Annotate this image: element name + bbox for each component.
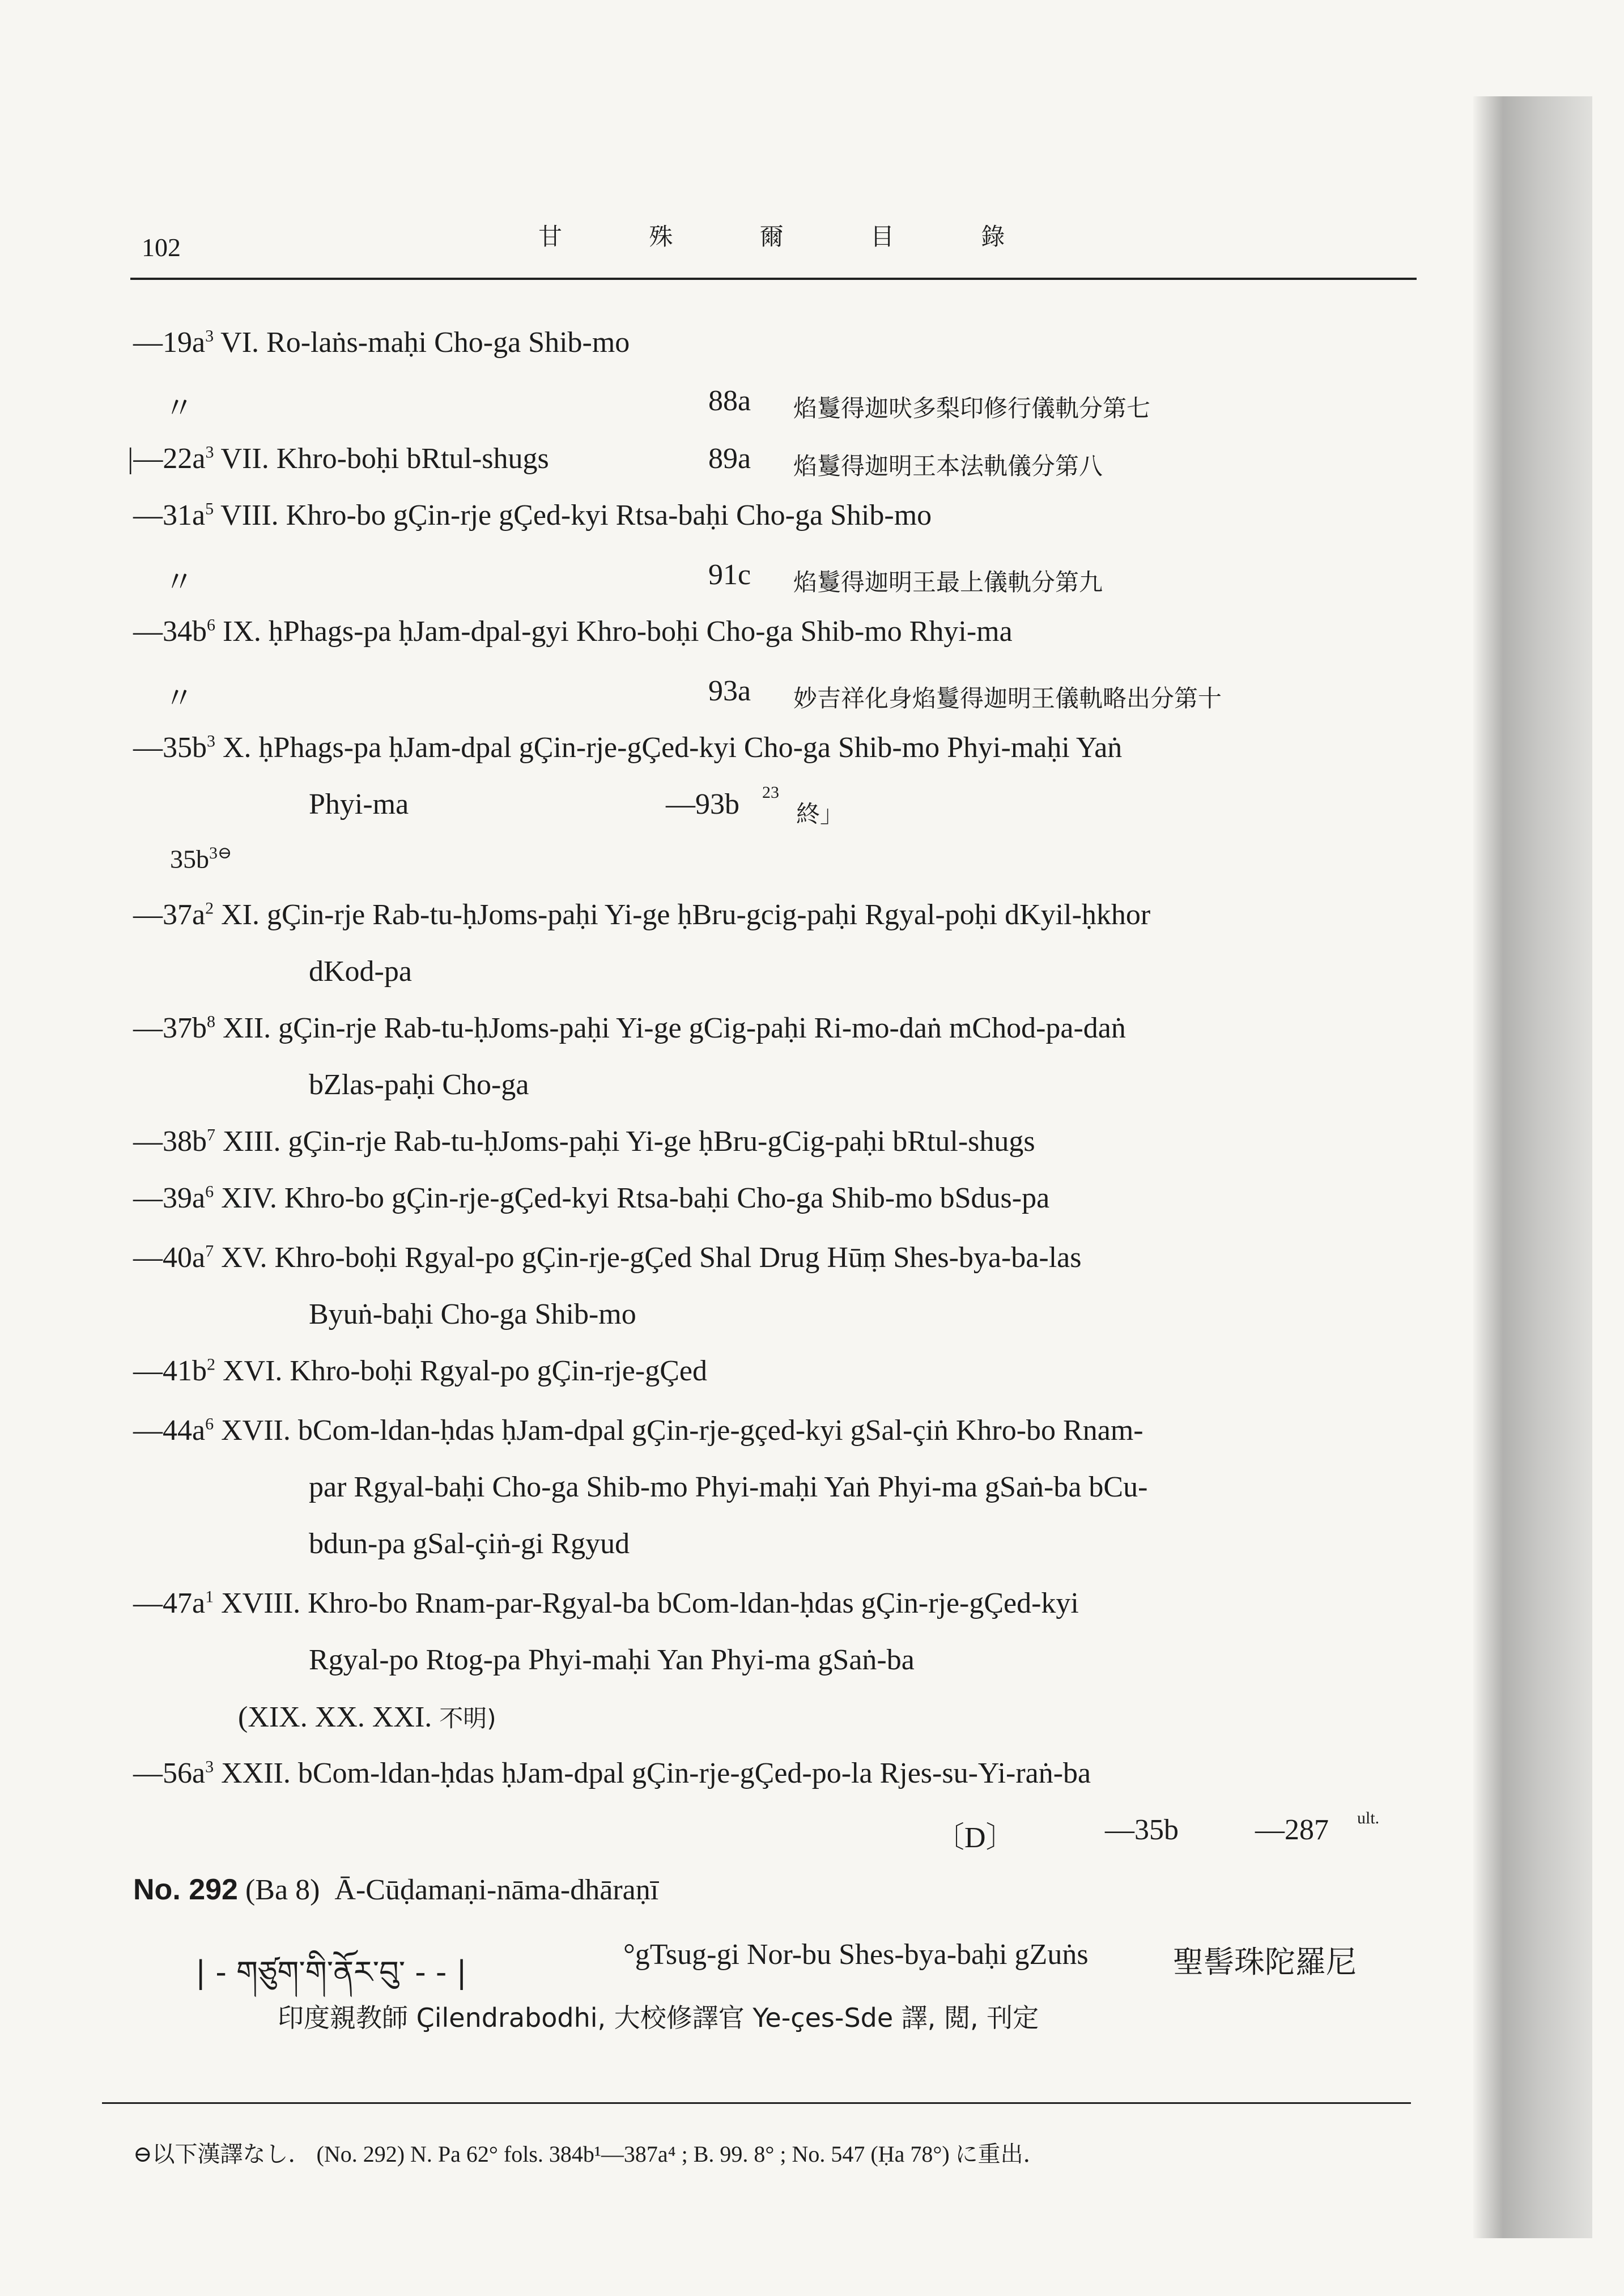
entry-xxii: $—56a^3$ XXII. bCom-ldan-ḥdas ḥJam-dpal gÇin-rje-gÇed-po-la Rjes-su-Yi-raṅ-ba	[133, 1757, 1091, 1789]
entry-xvii-cont-2: bdun-pa gSal-çiṅ-gi Rgyud	[309, 1528, 630, 1560]
entry-ix-cn: 〃 93a 妙吉祥化身焰鬘得迦明王儀軌略出分第十	[164, 675, 1222, 715]
entry-x-cont: Phyi-ma —93b 23 終」	[309, 783, 844, 828]
page-number: 102	[142, 233, 181, 262]
footnote-marker-line: $35b^{3⊖}$	[170, 844, 232, 874]
entry-xvi: $—41b^2$ XVI. Khro-boḥi Rgyal-po gÇin-rje-gÇed	[133, 1355, 707, 1387]
footnote-rule	[102, 2102, 1411, 2104]
no292-heading-line: No. 292 (Ba 8) Ā-Cūḍamaṇi-nāma-dhāraṇī	[133, 1873, 659, 1906]
no292-translit: °gTsug-gi Nor-bu Shes-bya-baḥi gZuṅs	[623, 1938, 1089, 1971]
entry-xii: $—37b^8$ XII. gÇin-rje Rab-tu-ḥJoms-paḥi Yi-ge gCig-paḥi Ri-mo-daṅ mChod-pa-daṅ	[133, 1012, 1126, 1044]
no292-cn-title: 聖髻珠陀羅尼	[1173, 1944, 1357, 1980]
entry-xii-cont: bZlas-paḥi Cho-ga	[309, 1069, 529, 1101]
entry-vii: $|—22a^3$ VII. Khro-boḥi bRtul-shugs 89a 焰鬘得迦明王本法軌儀分第八	[127, 443, 1103, 480]
no292-tibetan-line: | - གཙུག་གི་ནོར་བུ་ - - |	[195, 1954, 467, 1990]
entry-xvii-cont-1: par Rgyal-baḥi Cho-ga Shib-mo Phyi-maḥi Yaṅ Phyi-ma gSaṅ-ba bCu-	[309, 1471, 1148, 1503]
entry-xiii: $—38b^7$ XIII. gÇin-rje Rab-tu-ḥJoms-paḥi Yi-ge ḥBru-gCig-paḥi bRtul-shugs	[133, 1125, 1035, 1158]
entry-xiv: $—39a^6$ XIV. Khro-bo gÇin-rje-gÇed-kyi Rtsa-baḥi Cho-ga Shib-mo bSdus-pa	[133, 1182, 1050, 1214]
entries-unknown: (XIX. XX. XXI. 不明)	[238, 1701, 496, 1733]
entry-ix: $—34b^6$ IX. ḥPhags-pa ḥJam-dpal-gyi Khro-boḥi Cho-ga Shib-mo Rhyi-ma	[133, 615, 1013, 648]
no292-translators: 印度親教師 Çilendrabodhi, 大校修譯官 Ye-çes-Sde 譯, 閲, 刊定	[278, 2002, 1039, 2033]
entry-xviii-cont: Rgyal-po Rtog-pa Phyi-maḥi Yan Phyi-ma gSaṅ-ba	[309, 1644, 915, 1676]
entry-xviii: $—47a^1$ XVIII. Khro-bo Rnam-par-Rgyal-ba bCom-ldan-ḥdas gÇin-rje-gÇed-kyi	[133, 1587, 1079, 1619]
entry-xxii-refs: 〔D〕 —35b —287 ult.	[935, 1809, 1380, 1854]
entry-viii: $—31a^5$ VIII. Khro-bo gÇin-rje gÇed-kyi Rtsa-baḥi Cho-ga Shib-mo	[133, 499, 932, 532]
scan-edge	[1473, 96, 1592, 2238]
header-rule	[130, 278, 1417, 280]
entry-xv-cont: Byuṅ-baḥi Cho-ga Shib-mo	[309, 1298, 636, 1330]
entry-vi: $—19a^3$ VI. Ro-laṅs-maḥi Cho-ga Shib-mo	[133, 326, 630, 359]
entry-vi-cn: 〃 88a 焰鬘得迦吠多梨印修行儀軌分第七	[164, 385, 1151, 425]
entry-xvii: $—44a^6$ XVII. bCom-ldan-ḥdas ḥJam-dpal gÇin-rje-gçed-kyi gSal-çiṅ Khro-bo Rnam-	[133, 1414, 1143, 1447]
entry-x: $—35b^3$ X. ḥPhags-pa ḥJam-dpal gÇin-rje-gÇed-kyi Cho-ga Shib-mo Phyi-maḥi Yaṅ	[133, 732, 1123, 764]
footnote: ⊖以下漢譯なし． (No. 292) N. Pa 62° fols. 384b¹—387a⁴ ; B. 99. 8° ; No. 547 (Ḥa 78°) に重出．	[133, 2141, 1046, 2167]
entry-xi: $—37a^2$ XI. gÇin-rje Rab-tu-ḥJoms-paḥi Yi-ge ḥBru-gcig-paḥi Rgyal-poḥi dKyil-ḥkhor	[133, 899, 1151, 931]
entry-xv: $—40a^7$ XV. Khro-boḥi Rgyal-po gÇin-rje-gÇed Shal Drug Hūṃ Shes-bya-ba-las	[133, 1241, 1082, 1274]
entry-xi-cont: dKod-pa	[309, 955, 412, 988]
entry-viii-cn: 〃 91c 焰鬘得迦明王最上儀軌分第九	[164, 559, 1103, 599]
page-title: 甘 殊 爾 目 錄	[538, 223, 1045, 250]
